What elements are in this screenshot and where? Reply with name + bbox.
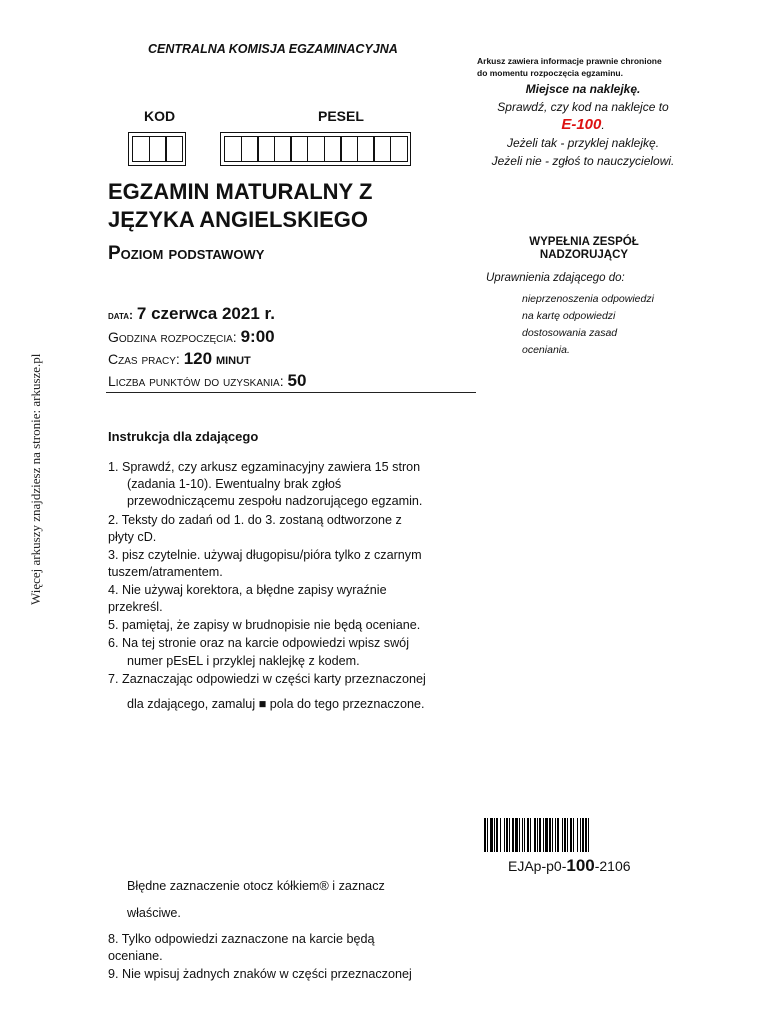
date-value: 7 czerwca 2021 r. (136, 304, 275, 323)
barcode (484, 818, 690, 852)
instruction-line: 6. Na tej stronie oraz na karcie odpowiedzi wpisz swój (108, 636, 409, 650)
instruction-line: płyty cD. (108, 530, 157, 544)
sticker-check-text: Sprawdź, czy kod na naklejce to (497, 100, 669, 114)
instruction-line: 7. Zaznaczając odpowiedzi w części karty przeznaczonej (108, 672, 426, 686)
kod-label: KOD (144, 108, 176, 124)
exam-title-line1: EGZAMIN MATURALNY Z (108, 179, 373, 204)
pesel-label: PESEL (318, 108, 364, 124)
supervisor-heading-line1: WYPEŁNIA ZESPÓŁ (529, 236, 639, 248)
sticker-if-no: Jeżeli nie - zgłoś to nauczycielowi. (491, 154, 675, 168)
pesel-field[interactable] (220, 132, 411, 166)
barcode-number: 100 (566, 856, 595, 875)
permissions-item: dostosowania zasad (522, 327, 618, 339)
duration-unit: minut (215, 351, 251, 368)
instruction-line: przekreśl. (108, 600, 163, 614)
date-label: data: (108, 308, 134, 322)
points-row (108, 371, 306, 391)
instruction-line: 9. Nie wpisuj żadnych znaków w części przeznaczonej (108, 967, 412, 981)
instruction-line: oceniane. (108, 949, 163, 963)
sticker-code: E-100 (561, 116, 602, 133)
barcode-label (508, 856, 631, 876)
supervisor-heading-line2: NADZORUJĄCY (539, 249, 629, 261)
permissions-item: na kartę odpowiedzi (522, 310, 616, 322)
instruction-line: Błędne zaznaczenie otocz kółkiem® i zaznacz (127, 879, 385, 893)
sidebar-watermark: Więcej arkuszy znajdziesz na stronie: arkusze.pl (28, 353, 43, 605)
start-time-value: 9:00 (240, 327, 275, 346)
points-value: 50 (287, 371, 307, 390)
exam-date-row (108, 304, 275, 324)
permissions-label: Uprawnienia zdającego do: (486, 272, 625, 284)
sticker-area (477, 80, 689, 170)
instruction-line: 8. Tylko odpowiedzi zaznaczone na karcie będą (108, 932, 375, 946)
instruction-line: 4. Nie używaj korektora, a błędne zapisy wyraźnie (108, 583, 387, 597)
start-time-label: Godzina rozpoczęcia: (108, 329, 237, 345)
instruction-line: dla zdającego, zamaluj ■ pola do tego przeznaczone. (127, 697, 425, 711)
exam-level: Poziom podstawowy (108, 243, 265, 264)
instruction-line: właściwe. (127, 906, 181, 920)
instruction-line: przewodniczącemu zespołu nadzorującego egzamin. (127, 494, 423, 508)
points-label: Liczba punktów do uzyskania: (108, 373, 284, 389)
duration-value: 120 (183, 349, 213, 368)
exam-title (108, 178, 372, 234)
permissions-item: oceniania. (522, 344, 570, 356)
exam-title-line2: JĘZYKA ANGIELSKIEGO (108, 207, 368, 232)
sticker-title: Miejsce na naklejkę. (525, 82, 641, 96)
sticker-code-suffix: . (601, 118, 605, 132)
instruction-line: 5. pamiętaj, że zapisy w brudnopisie nie będą oceniane. (108, 618, 421, 632)
instruction-line: 2. Teksty do zadań od 1. do 3. zostaną odtworzone z (108, 513, 402, 527)
duration-row (108, 349, 251, 369)
kod-field[interactable] (128, 132, 186, 166)
institution-name: CENTRALNA KOMISJA EGZAMINACYJNA (148, 42, 398, 56)
duration-label: Czas pracy: (108, 351, 180, 367)
legal-notice-line2: do momentu rozpoczęcia egzaminu. (477, 68, 623, 78)
instruction-line: 3. pisz czytelnie. używaj długopisu/pióra tylko z czarnym (108, 548, 422, 562)
barcode-prefix: EJAp-p0- (508, 858, 567, 874)
start-time-row (108, 327, 275, 347)
instruction-line: (zadania 1-10). Ewentualny brak zgłoś (127, 477, 342, 491)
barcode-suffix: -2106 (594, 858, 631, 874)
sticker-if-yes: Jeżeli tak - przyklej naklejkę. (506, 136, 660, 150)
instruction-line: numer pEsEL i przyklej naklejkę z kodem. (127, 654, 360, 668)
legal-notice (477, 55, 717, 79)
divider (106, 392, 476, 393)
supervisor-heading (478, 236, 690, 262)
instruction-line: 1. Sprawdź, czy arkusz egzaminacyjny zawiera 15 stron (108, 460, 421, 474)
instructions-title: Instrukcja dla zdającego (108, 429, 259, 444)
permissions-item: nieprzenoszenia odpowiedzi (522, 293, 654, 305)
instruction-line: tuszem/atramentem. (108, 565, 223, 579)
permissions-list (522, 291, 654, 359)
legal-notice-line1: Arkusz zawiera informacje prawnie chronione (477, 56, 662, 66)
